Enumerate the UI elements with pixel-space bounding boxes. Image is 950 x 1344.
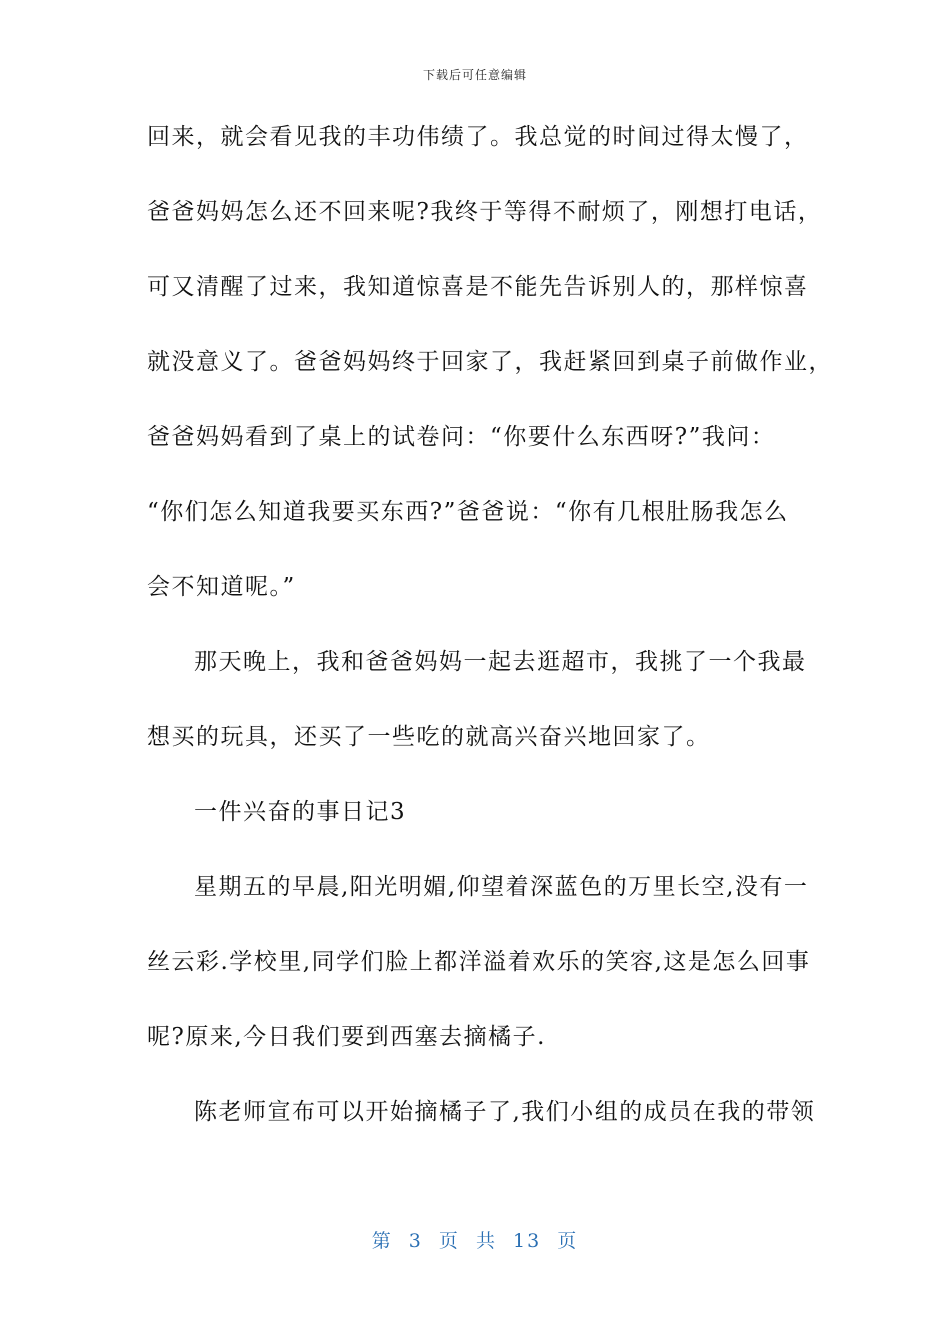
footer-total-pages: 13	[513, 1230, 542, 1252]
footer-current-page: 3	[408, 1230, 423, 1252]
footer-label-page: 页	[438, 1230, 460, 1252]
text-line: 丝云彩.学校里,同学们脸上都洋溢着欢乐的笑容,这是怎么回事	[147, 949, 811, 975]
footer-label-suffix: 页	[557, 1230, 579, 1252]
text-line: 呢?原来,今日我们要到西塞去摘橘子.	[147, 1024, 546, 1050]
text-line: “你们怎么知道我要买东西?”爸爸说：“你有几根肚肠我怎么	[147, 499, 789, 525]
text-line: 爸爸妈妈怎么还不回来呢?我终于等得不耐烦了，刚想打电话，	[147, 199, 823, 225]
text-line: 爸爸妈妈看到了桌上的试卷问：“你要什么东西呀?”我问：	[147, 424, 776, 450]
header-note: 下载后可任意编辑	[422, 68, 527, 82]
text-line: 想买的玩具，还买了一些吃的就高兴奋兴地回家了。	[147, 724, 711, 750]
text-line: 会不知道呢。”	[147, 574, 296, 600]
document-body	[147, 122, 833, 1172]
paragraph-first-line: 陈老师宣布可以开始摘橘子了,我们小组的成员在我的带领	[194, 1099, 816, 1125]
footer-label-prefix: 第	[371, 1230, 393, 1252]
text-line: 就没意义了。爸爸妈妈终于回家了，我赶紧回到桌子前做作业，	[147, 349, 833, 375]
footer-label-total: 共	[475, 1230, 497, 1252]
paragraph-first-line: 星期五的早晨,阳光明媚,仰望着深蓝色的万里长空,没有一	[194, 874, 809, 900]
text-line: 回来，就会看见我的丰功伟绩了。我总觉的时间过得太慢了，	[147, 124, 809, 150]
section-heading: 一件兴奋的事日记3	[194, 799, 407, 825]
paragraph-first-line: 那天晚上，我和爸爸妈妈一起去逛超市，我挑了一个我最	[194, 649, 807, 675]
text-line: 可又清醒了过来，我知道惊喜是不能先告诉别人的，那样惊喜	[147, 274, 809, 300]
page-number-footer	[0, 1226, 950, 1253]
